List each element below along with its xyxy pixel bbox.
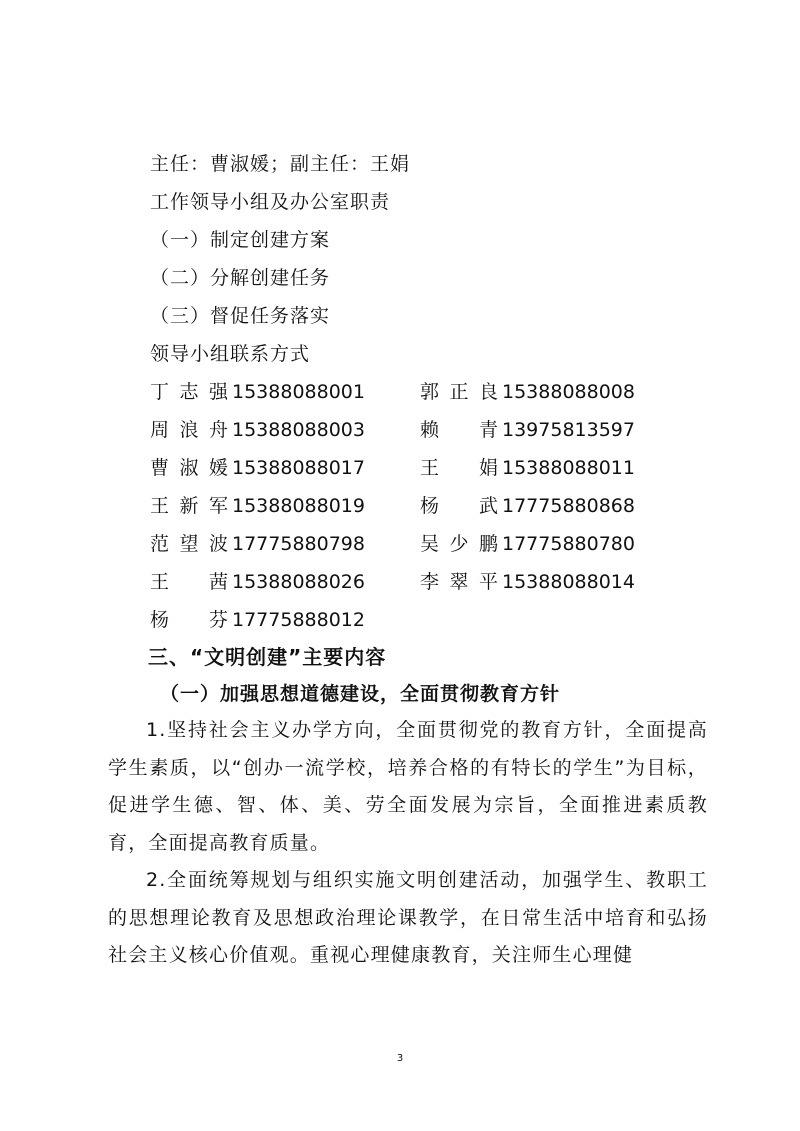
contact-name: 范望波 bbox=[150, 533, 228, 555]
contact-entry bbox=[420, 570, 635, 594]
contact-name: 杨 武 bbox=[420, 495, 498, 517]
contact-entry bbox=[420, 456, 635, 480]
contact-phone: 17775880868 bbox=[502, 495, 635, 517]
contact-name: 丁志强 bbox=[150, 381, 228, 403]
subsection-heading: （一）加强思想道德建设，全面贯彻教育方针 bbox=[160, 683, 561, 705]
contact-name: 吴少鹏 bbox=[420, 533, 498, 555]
contact-phone: 13975813597 bbox=[502, 419, 635, 441]
body-paragraph: 2.全面统筹规划与组织实施文明创建活动，加强学生、教职工的思想理论教育及思想政治理论课教学，在日常生活中培育和弘扬社会主义核心价值观。重视心理健康教育，关注师生心理健 bbox=[108, 869, 708, 966]
contact-phone: 15388088014 bbox=[502, 571, 635, 593]
contact-phone: 15388088008 bbox=[502, 381, 635, 403]
contact-phone: 15388088001 bbox=[232, 381, 365, 403]
contact-entry bbox=[420, 418, 635, 442]
contact-entry bbox=[420, 380, 635, 404]
contact-entry bbox=[150, 570, 365, 594]
contact-phone: 15388088026 bbox=[232, 571, 365, 593]
contact-title: 领导小组联系方式 bbox=[150, 343, 311, 365]
contact-entry bbox=[150, 380, 365, 404]
contact-entry bbox=[150, 494, 365, 518]
duty-item: （二）分解创建任务 bbox=[150, 267, 331, 289]
duty-item: （三）督促任务落实 bbox=[150, 305, 331, 327]
contact-name: 赖 青 bbox=[420, 419, 498, 441]
duty-item: （一）制定创建方案 bbox=[150, 229, 331, 251]
contact-phone: 15388088017 bbox=[232, 457, 365, 479]
contact-name: 杨 芬 bbox=[150, 609, 228, 631]
contact-phone: 15388088011 bbox=[502, 457, 635, 479]
contact-entry bbox=[420, 494, 635, 518]
contact-name: 王新军 bbox=[150, 495, 228, 517]
contact-name: 王 茜 bbox=[150, 571, 228, 593]
contact-entry bbox=[150, 532, 365, 556]
contact-name: 周浪舟 bbox=[150, 419, 228, 441]
duties-title: 工作领导小组及办公室职责 bbox=[150, 191, 391, 213]
contact-phone: 17775880798 bbox=[232, 533, 365, 555]
contact-phone: 17775880780 bbox=[502, 533, 635, 555]
contact-entry bbox=[150, 418, 365, 442]
contact-entry bbox=[150, 456, 365, 480]
body-paragraph: 1.坚持社会主义办学方向，全面贯彻党的教育方针，全面提高学生素质，以“创办一流学校，培养合格的有特长的学生”为目标，促进学生德、智、体、美、劳全面发展为宗旨，全面推进素质教育，全面提高教育质量。 bbox=[108, 719, 708, 854]
contact-phone: 15388088019 bbox=[232, 495, 365, 517]
directors-line: 主任：曹淑媛；副主任：王娟 bbox=[150, 153, 411, 175]
contact-name: 郭正良 bbox=[420, 381, 498, 403]
contact-name: 曹淑媛 bbox=[150, 457, 228, 479]
contact-name: 王 娟 bbox=[420, 457, 498, 479]
contact-name: 李翠平 bbox=[420, 571, 498, 593]
page-number: 3 bbox=[396, 1053, 404, 1064]
contact-phone: 17775888012 bbox=[232, 609, 365, 631]
section-heading: 三、“文明创建”主要内容 bbox=[148, 645, 387, 669]
contact-entry bbox=[420, 532, 635, 556]
contact-phone: 15388088003 bbox=[232, 419, 365, 441]
contact-entry bbox=[150, 608, 365, 632]
